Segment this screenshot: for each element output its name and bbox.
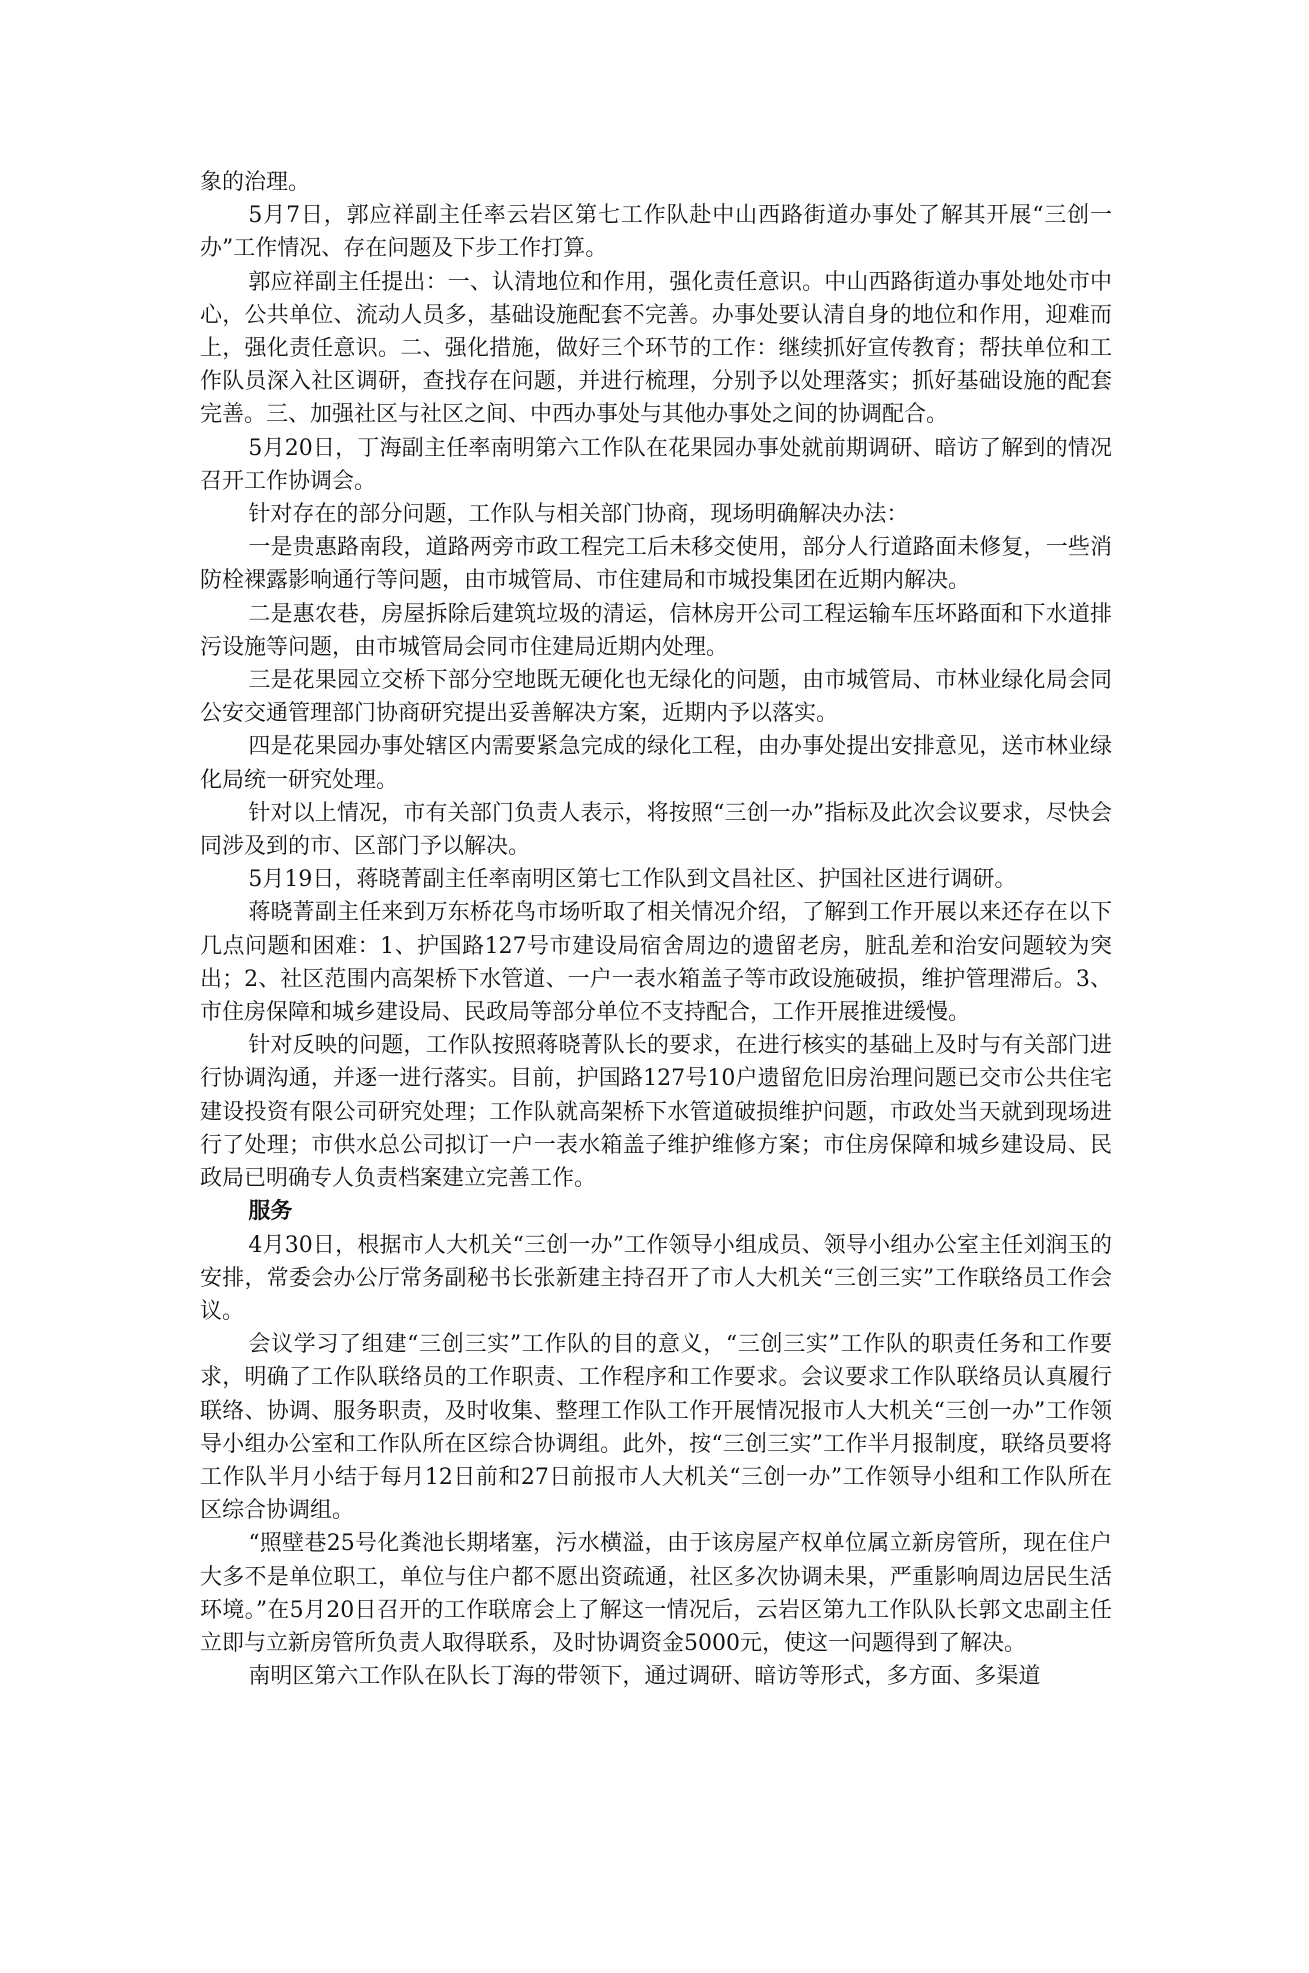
- paragraph: “照壁巷25号化粪池长期堵塞，污水横溢，由于该房屋产权单位属立新房管所，现在住户大多不是单位职工，单位与住户都不愿出资疏通，社区多次协调未果，严重影响周边居民生活环境。”在5月20日召开的工作联席会上了解这一情况后，云岩区第九工作队队长郭文忠副主任立即与立新房管所负责人取得联系，及时协调资金5000元，使这一问题得到了解决。: [200, 1531, 1112, 1656]
- section-heading: 服务: [248, 1198, 293, 1225]
- paragraph: 5月7日，郭应祥副主任率云岩区第七工作队赴中山西路街道办事处了解其开展“三创一办”工作情况、存在问题及下步工作打算。: [200, 203, 1112, 262]
- paragraph: 针对反映的问题，工作队按照蒋晓菁队长的要求，在进行核实的基础上及时与有关部门进行协调沟通，并逐一进行落实。目前，护国路127号10户遗留危旧房治理问题已交市公共住宅建设投资有限公司研究处理；工作队就高架桥下水管道破损维护问题，市政处当天就到现场进行了处理；市供水总公司拟订一户一表水箱盖子维护维修方案；市住房保障和城乡建设局、民政局已明确专人负责档案建立完善工作。: [200, 1033, 1112, 1192]
- document-page: [200, 166, 1112, 1693]
- paragraph: 蒋晓菁副主任来到万东桥花鸟市场听取了相关情况介绍，了解到工作开展以来还存在以下几点问题和困难：1、护国路127号市建设局宿舍周边的遗留老房，脏乱差和治安问题较为突出；2、社区范围内高架桥下水管道、一户一表水箱盖子等市政设施破损，维护管理滞后。3、市住房保障和城乡建设局、民政局等部分单位不支持配合，工作开展推进缓慢。: [200, 900, 1112, 1026]
- paragraph: 郭应祥副主任提出：一、认清地位和作用，强化责任意识。中山西路街道办事处地处市中心，公共单位、流动人员多，基础设施配套不完善。办事处要认清自身的地位和作用，迎难而上，强化责任意识。二、强化措施，做好三个环节的工作：继续抓好宣传教育；帮扶单位和工作队员深入社区调研，查找存在问题，并进行梳理，分别予以处理落实；抓好基础设施的配套完善。三、加强社区与社区之间、中西办事处与其他办事处之间的协调配合。: [200, 269, 1112, 428]
- paragraph: 5月20日，丁海副主任率南明第六工作队在花果园办事处就前期调研、暗访了解到的情况召开工作协调会。: [200, 435, 1112, 494]
- paragraph: 一是贵惠路南段，道路两旁市政工程完工后未移交使用，部分人行道路面未修复，一些消防栓裸露影响通行等问题，由市城管局、市住建局和市城投集团在近期内解决。: [200, 535, 1112, 594]
- paragraph: 针对存在的部分问题，工作队与相关部门协商，现场明确解决办法：: [248, 502, 909, 528]
- paragraph: 4月30日，根据市人大机关“三创一办”工作领导小组成员、领导小组办公室主任刘润玉的安排，常委会办公厅常务副秘书长张新建主持召开了市人大机关“三创三实”工作联络员工作会议。: [200, 1232, 1112, 1324]
- paragraph: 会议学习了组建“三创三实”工作队的目的意义，“三创三实”工作队的职责任务和工作要求，明确了工作队联络员的工作职责、工作程序和工作要求。会议要求工作队联络员认真履行联络、协调、服务职责，及时收集、整理工作队工作开展情况报市人大机关“三创一办”工作领导小组办公室和工作队所在区综合协调组。此外，按“三创三实”工作半月报制度，联络员要将工作队半月小结于每月12日前和27日前报市人大机关“三创一办”工作领导小组和工作队所在区综合协调组。: [200, 1332, 1112, 1524]
- paragraph: 四是花果园办事处辖区内需要紧急完成的绿化工程，由办事处提出安排意见，送市林业绿化局统一研究处理。: [200, 734, 1112, 793]
- paragraph: 针对以上情况，市有关部门负责人表示，将按照“三创一办”指标及此次会议要求，尽快会同涉及到的市、区部门予以解决。: [200, 800, 1112, 860]
- paragraph: 5月19日，蒋晓菁副主任率南明区第七工作队到文昌社区、护国社区进行调研。: [248, 867, 1017, 893]
- paragraph: 二是惠农巷，房屋拆除后建筑垃圾的清运，信林房开公司工程运输车压坏路面和下水道排污设施等问题，由市城管局会同市住建局近期内处理。: [200, 601, 1112, 660]
- paragraph-continuation: 象的治理。: [200, 170, 311, 195]
- paragraph: 三是花果园立交桥下部分空地既无硬化也无绿化的问题，由市城管局、市林业绿化局会同公安交通管理部门协商研究提出妥善解决方案，近期内予以落实。: [200, 668, 1112, 727]
- paragraph: 南明区第六工作队在队长丁海的带领下，通过调研、暗访等形式，多方面、多渠道: [248, 1664, 1041, 1690]
